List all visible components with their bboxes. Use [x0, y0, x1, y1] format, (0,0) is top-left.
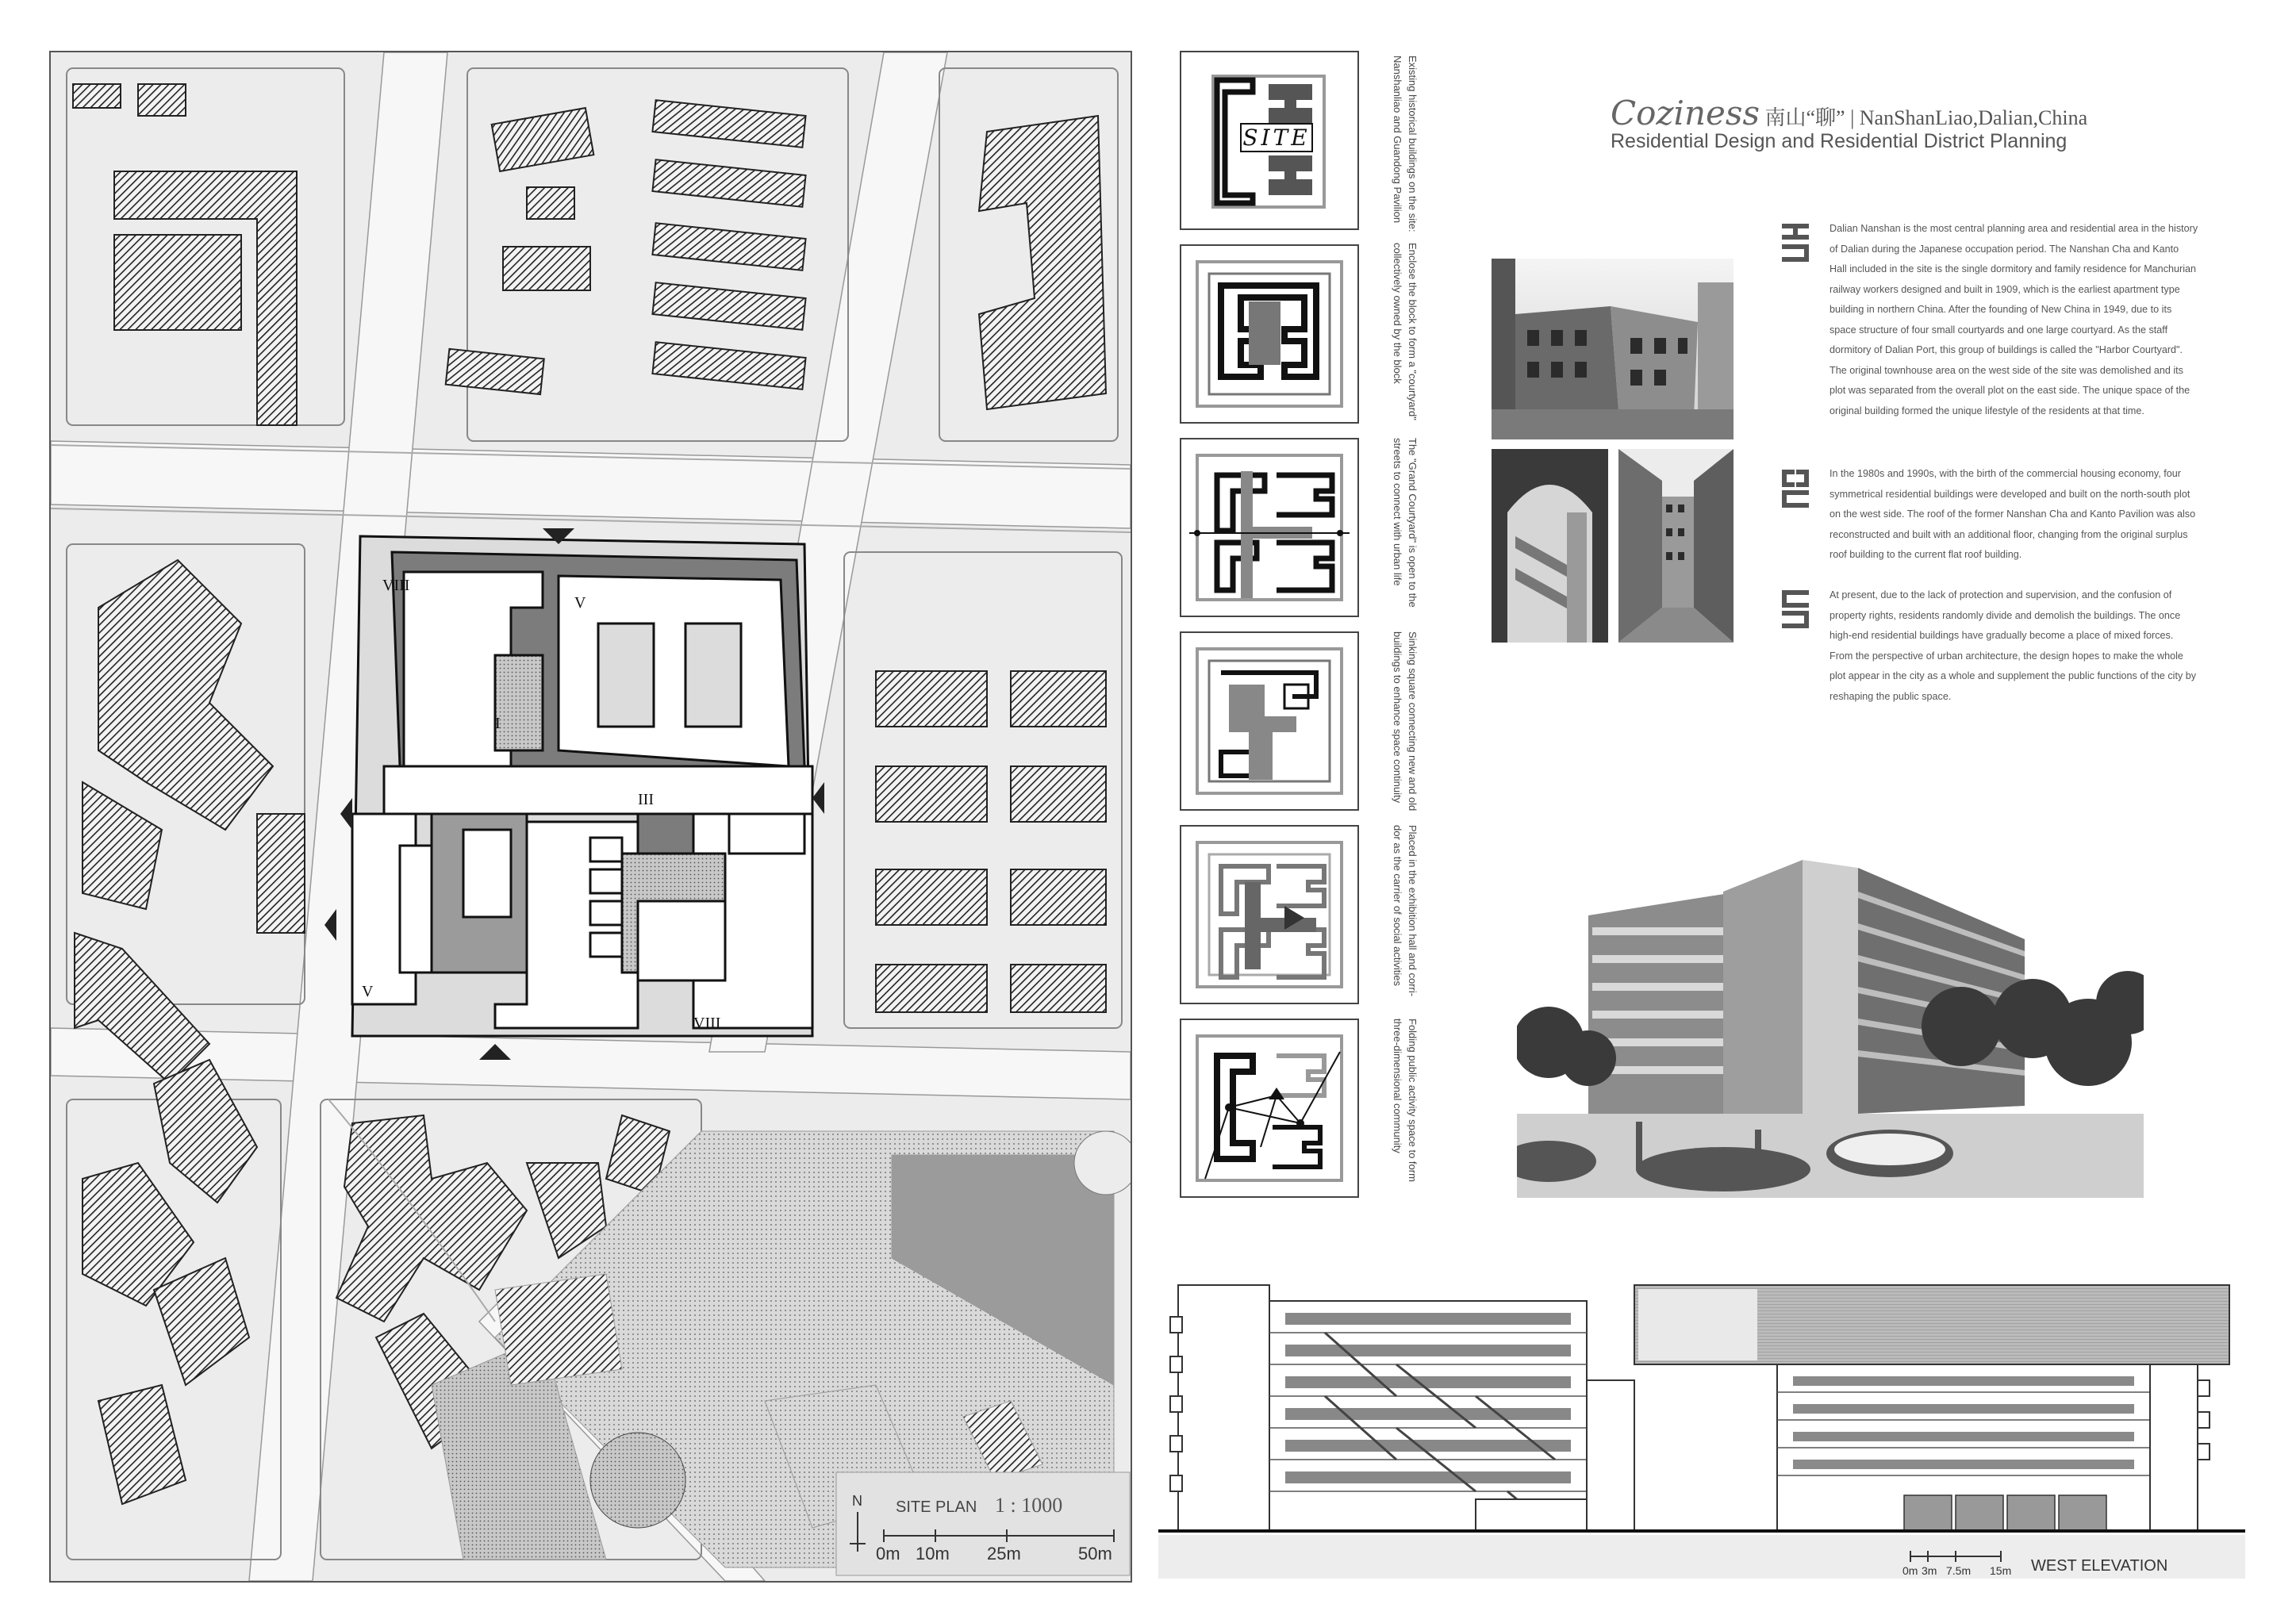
diagram-6 — [1180, 1019, 1359, 1198]
diagram-3 — [1180, 438, 1359, 617]
title-location: 南山“聊” | NanShanLiao,Dalian,China — [1760, 106, 2088, 129]
diagram-caption — [1373, 1019, 1420, 1206]
historic-photo-courtyard — [1492, 259, 1734, 439]
diagram-1 — [1180, 51, 1359, 230]
scale-tick: 0m — [876, 1544, 900, 1564]
caption-line: Folding public activity space to form — [1407, 1019, 1419, 1182]
caption-line: dor as the carrier of social activities — [1392, 825, 1403, 987]
development-paragraph: In the 1980s and 1990s, with the birth of the commercial housing economy, four symmetrical residential buildings were developed and built on the north-south plot on the west side. The roof of the former Nanshan Cha and Kanto Pavilion was also reconstructed and built with an additional floor, changing from the original surplus roof building to the current flat roof building. — [1830, 468, 2196, 560]
scale-tick: 15m — [1990, 1564, 2012, 1577]
scale-tick: 50m — [1078, 1544, 1112, 1564]
roman-label: V — [362, 983, 374, 1000]
historic-photo-arch — [1492, 449, 1608, 643]
roman-label: III — [638, 791, 654, 808]
caption-line: Existing historical buildings on the site: — [1407, 56, 1419, 232]
title-logo: Coziness — [1611, 94, 1760, 132]
west-elevation-drawing — [1158, 1269, 2245, 1579]
site-plan-drawing — [51, 52, 1131, 1581]
roman-label: V — [574, 594, 586, 612]
caption-line: Enclose the block to form a "courtyard" — [1407, 243, 1419, 420]
decorative-seal-icon — [1780, 468, 1810, 509]
caption-line: Sinking square connecting new and old — [1407, 631, 1419, 812]
caption-line: Placed in the exhibition hall and corri- — [1407, 825, 1419, 997]
caption-line: streets to connect with urban life — [1392, 438, 1403, 586]
diagram-5 — [1180, 825, 1359, 1004]
decorative-seal-icon — [1780, 222, 1810, 263]
caption-line: collectively owned by the block — [1392, 243, 1403, 384]
site-plan-label: SITE PLAN — [896, 1498, 977, 1516]
site-plan-scale: 1 : 1000 — [995, 1494, 1063, 1517]
site-label: SITE — [1242, 125, 1311, 151]
diagram-3-drawing — [1181, 439, 1357, 616]
diagram-5-drawing — [1181, 827, 1357, 1003]
diagram-caption — [1373, 631, 1420, 819]
diagram-1-drawing — [1181, 52, 1357, 228]
diagram-caption — [1373, 438, 1420, 625]
roman-label: I — [495, 715, 501, 732]
diagram-2 — [1180, 244, 1359, 424]
scale-tick: 0m — [1902, 1564, 1918, 1577]
caption-line: buildings to enhance space continuity — [1392, 631, 1403, 804]
elevation-label: WEST ELEVATION — [2031, 1557, 2168, 1575]
page-subtitle: Residential Design and Residential District Planning — [1611, 130, 2068, 152]
scale-tick: 3m — [1922, 1564, 1937, 1577]
decorative-seal-icon — [1780, 589, 1810, 630]
site-plan — [49, 51, 1132, 1583]
scale-tick: 10m — [916, 1544, 950, 1564]
scale-tick: 7.5m — [1946, 1564, 1972, 1577]
caption-line: The "Grand Courtyard" is open to the — [1407, 438, 1419, 608]
roman-label: VIII — [693, 1015, 721, 1032]
page-title — [1611, 94, 2087, 132]
west-elevation — [1158, 1269, 2245, 1579]
diagram-caption — [1373, 243, 1420, 430]
diagram-caption — [1373, 56, 1420, 243]
roman-label: VIII — [382, 577, 410, 594]
site-plan-legend — [836, 1472, 1130, 1575]
diagram-2-drawing — [1181, 246, 1357, 422]
present-paragraph: At present, due to the lack of protection and supervision, and the confusion of property rights, residents randomly divide and demolish the buildings. The once high-end residential buildings have gradually become a place of mixed forces. From the perspective of urban architecture, the design hopes to make the whole plot appear in the city as a whole and supplement the public functions of the city by reshaping the public space. — [1830, 589, 2197, 702]
diagram-caption — [1373, 825, 1420, 1012]
north-label: N — [852, 1493, 862, 1509]
history-paragraph: Dalian Nanshan is the most central planning area and residential area in the history of Dalian during the Japanese occupation period. The Nanshan Cha and Kanto Hall included in the site is the single dormitory and family residence for Manchurian railway workers designed and built in 1909, which is the earliest apartment type building in northern China. After the founding of New China in 1949, due to its space structure of four small courtyards and one large courtyard. As the staff dormitory of Dalian Port, this group of buildings is called the "Harbor Courtyard". The original townhouse area on the west side of the site was demolished and its plot was separated from the overall plot on the east side. The unique space of the original building formed the unique lifestyle of the residents at that time. — [1830, 223, 2198, 416]
rendering-photo — [1517, 781, 2144, 1198]
caption-line: three-dimensional community — [1392, 1019, 1403, 1153]
diagram-4 — [1180, 631, 1359, 811]
scale-tick: 25m — [987, 1544, 1021, 1564]
caption-line: Nanshanliao and Guandong Pavilion — [1392, 56, 1403, 224]
diagram-4-drawing — [1181, 633, 1357, 809]
diagram-6-drawing — [1181, 1020, 1357, 1196]
historic-photo-street — [1618, 449, 1734, 643]
